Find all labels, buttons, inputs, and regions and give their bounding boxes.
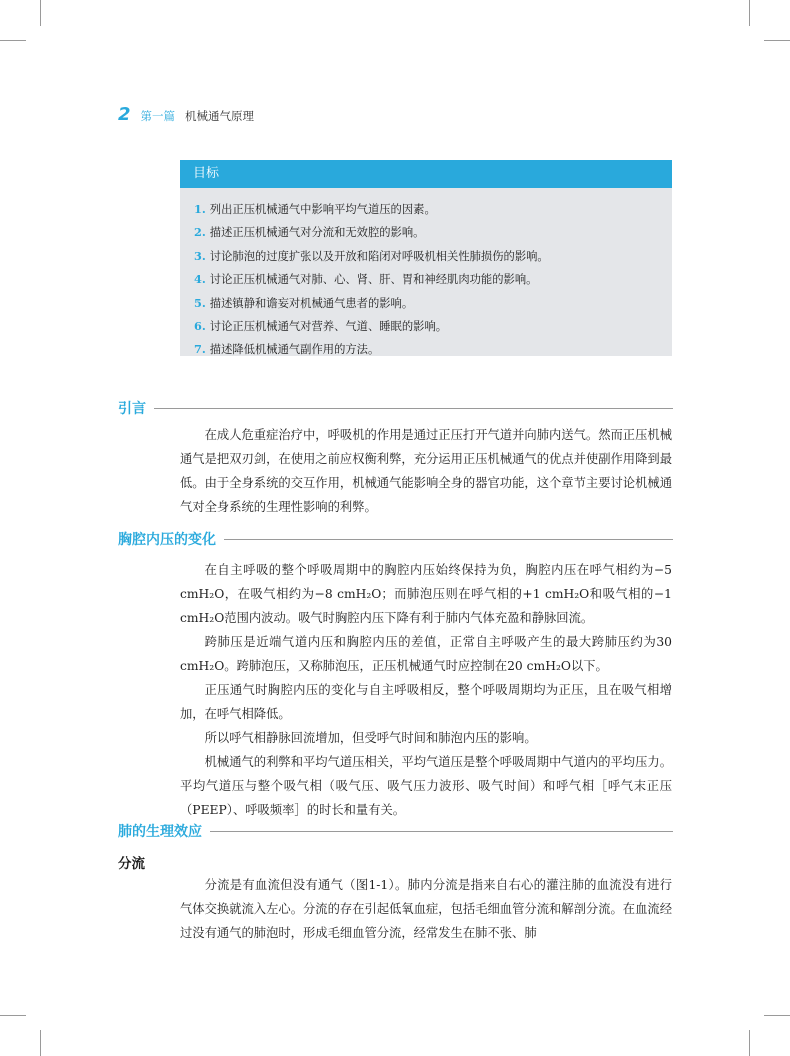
running-head — [118, 104, 254, 126]
objective-item — [194, 292, 672, 315]
page-number: 2 — [118, 104, 131, 125]
objective-number: 6. — [194, 319, 206, 334]
crop-mark — [40, 1030, 41, 1056]
body-paragraph: 机械通气的利弊和平均气道压相关，平均气道压是整个呼吸周期中气道内的平均压力。平均气道压与整个吸气相（吸气压、吸气压力波形、吸气时间）和呼气相［呼气末正压（PEEP）、呼吸频率］的时长和量有关。 — [180, 755, 672, 817]
objective-item — [194, 268, 672, 291]
objective-number: 3. — [194, 248, 206, 263]
crop-mark — [764, 1015, 790, 1016]
objective-item — [194, 315, 672, 338]
objective-text: 列出正压机械通气中影响平均气道压的因素。 — [209, 203, 436, 216]
objective-item — [194, 221, 672, 244]
objective-text: 讨论肺泡的过度扩张以及开放和陷闭对呼吸机相关性肺损伤的影响。 — [209, 249, 549, 263]
crop-mark — [0, 1015, 26, 1016]
objective-number: 5. — [194, 295, 206, 310]
objectives-list — [180, 188, 672, 362]
shunt-paragraph: 分流是有血流但没有通气（图1-1）。肺内分流是指来自右心的灌注肺的血流没有进行气体交换就流入左心。分流的存在引起低氧血症，包括毛细血管分流和解剖分流。在血流经过没有通气的肺泡时，形成毛细血管分流，经常发生在肺不张、肺 — [180, 878, 672, 940]
section-rule — [210, 831, 673, 832]
part-title: 机械通气原理 — [185, 109, 255, 123]
crop-mark — [749, 0, 750, 26]
objective-text: 讨论正压机械通气对营养、气道、睡眠的影响。 — [209, 320, 448, 334]
section-title: 胸腔内压的变化 — [118, 532, 216, 548]
body-paragraph: 正压通气时胸腔内压的变化与自主呼吸相反，整个呼吸周期均为正压，且在吸气相增加，在呼气相降低。 — [180, 683, 672, 721]
objectives-box — [180, 160, 672, 356]
objectives-heading: 目标 — [180, 160, 672, 188]
section-title: 引言 — [118, 401, 146, 417]
objective-text: 描述镇静和谵妄对机械通气患者的影响。 — [209, 296, 414, 310]
section-heading-lung-effects — [118, 820, 673, 842]
section-heading-intrathoracic — [118, 528, 673, 550]
objective-number: 7. — [194, 342, 206, 357]
objective-text: 描述降低机械通气副作用的方法。 — [209, 343, 380, 357]
crop-mark — [0, 40, 26, 41]
objective-item — [194, 338, 672, 361]
section-rule — [154, 408, 673, 409]
objective-text: 讨论正压机械通气对肺、心、肾、肝、胃和神经肌肉功能的影响。 — [209, 273, 538, 287]
objective-text: 描述正压机械通气对分流和无效腔的影响。 — [209, 226, 425, 240]
objective-item — [194, 245, 672, 268]
intro-paragraph: 在成人危重症治疗中，呼吸机的作用是通过正压打开气道并向肺内送气。然而正压机械通气是把双刃剑，在使用之前应权衡利弊，充分运用正压机械通气的优点并使副作用降到最低。由于全身系统的交互作用，机械通气能影响全身的器官功能，这个章节主要讨论机械通气对全身系统的生理性影响的利弊。 — [180, 428, 672, 514]
body-paragraph: 所以呼气相静脉回流增加，但受呼气时间和肺泡内压的影响。 — [204, 731, 537, 745]
objective-number: 4. — [194, 272, 206, 287]
body-paragraph: 在自主呼吸的整个呼吸周期中的胸腔内压始终保持为负，胸腔内压在呼气相约为−5 cmH₂O，在吸气相约为−8 cmH₂O；而肺泡压则在呼气相的+1 cmH₂O和吸气相的−1 cmH₂O范围内波动。吸气时胸腔内压下降有利于肺内气体充盈和静脉回流。 — [180, 563, 672, 625]
body-paragraph: 跨肺压是近端气道内压和胸腔内压的差值，正常自主呼吸产生的最大跨肺压约为30 cmH₂O。跨肺泡压，又称肺泡压，正压机械通气时应控制在20 cmH₂O以下。 — [180, 635, 672, 673]
crop-mark — [749, 1030, 750, 1056]
part-label: 第一篇 — [140, 109, 176, 123]
section-heading-intro — [118, 397, 673, 419]
objective-item — [194, 198, 672, 221]
objective-number: 2. — [194, 225, 206, 240]
crop-mark — [764, 40, 790, 41]
section-title: 肺的生理效应 — [118, 824, 202, 840]
subsection-title-shunt: 分流 — [118, 856, 145, 872]
crop-mark — [40, 0, 41, 26]
section-rule — [224, 539, 673, 540]
objective-number: 1. — [194, 202, 206, 216]
